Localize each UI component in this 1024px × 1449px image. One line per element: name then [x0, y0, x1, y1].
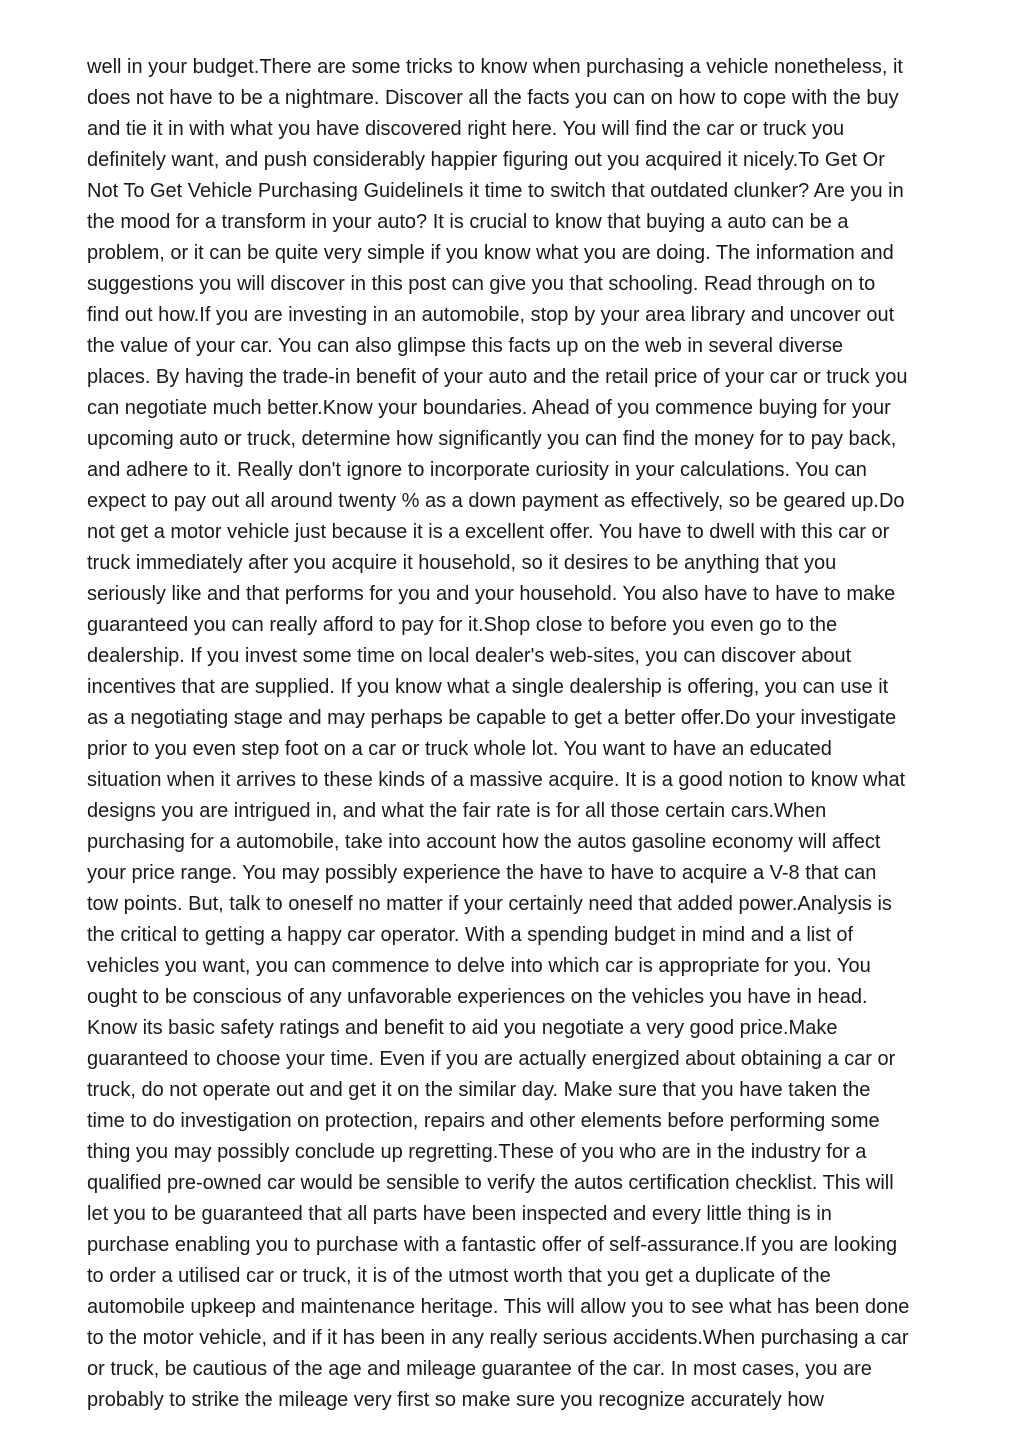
text-line: incentives that are supplied. If you know what a single dealership is offering, you can use it: [87, 676, 889, 698]
text-line: upcoming auto or truck, determine how significantly you can find the money for to pay back,: [87, 428, 897, 450]
text-line: or truck, be cautious of the age and mileage guarantee of the car. In most cases, you are: [87, 1358, 872, 1380]
text-line: the mood for a transform in your auto? It is crucial to know that buying a auto can be a: [87, 211, 849, 233]
text-line: not get a motor vehicle just because it is a excellent offer. You have to dwell with this car or: [87, 521, 890, 543]
text-line: your price range. You may possibly experience the have to have to acquire a V-8 that can: [87, 862, 877, 884]
text-line: vehicles you want, you can commence to delve into which car is appropriate for you. You: [87, 955, 871, 977]
text-line: does not have to be a nightmare. Discover all the facts you can on how to cope with the buy: [87, 87, 899, 109]
text-line: can negotiate much better.Know your boundaries. Ahead of you commence buying for your: [87, 397, 891, 419]
text-line: tow points. But, talk to oneself no matter if your certainly need that added power.Analysis is: [87, 893, 892, 915]
text-line: purchasing for a automobile, take into account how the autos gasoline economy will affect: [87, 831, 881, 853]
text-line: purchase enabling you to purchase with a fantastic offer of self-assurance.If you are looking: [87, 1234, 898, 1256]
text-line: guaranteed to choose your time. Even if you are actually energized about obtaining a car or: [87, 1048, 896, 1070]
text-line: truck immediately after you acquire it household, so it desires to be anything that you: [87, 552, 837, 574]
text-line: the value of your car. You can also glimpse this facts up on the web in several diverse: [87, 335, 843, 357]
text-line: and tie it in with what you have discovered right here. You will find the car or truck you: [87, 118, 845, 140]
text-line: find out how.If you are investing in an automobile, stop by your area library and uncover out: [87, 304, 895, 326]
body-text: [87, 52, 947, 1416]
text-line: thing you may possibly conclude up regretting.These of you who are in the industry for a: [87, 1141, 867, 1163]
text-line: truck, do not operate out and get it on the similar day. Make sure that you have taken the: [87, 1079, 871, 1101]
text-line: dealership. If you invest some time on local dealer's web-sites, you can discover about: [87, 645, 852, 667]
text-line: prior to you even step foot on a car or truck whole lot. You want to have an educated: [87, 738, 832, 760]
text-line: problem, or it can be quite very simple if you know what you are doing. The information and: [87, 242, 894, 264]
text-line: automobile upkeep and maintenance heritage. This will allow you to see what has been done: [87, 1296, 910, 1318]
text-line: seriously like and that performs for you and your household. You also have to have to make: [87, 583, 896, 605]
text-line: to the motor vehicle, and if it has been in any really serious accidents.When purchasing a car: [87, 1327, 909, 1349]
text-line: and adhere to it. Really don't ignore to incorporate curiosity in your calculations. You can: [87, 459, 867, 481]
text-line: definitely want, and push considerably happier figuring out you acquired it nicely.To Get Or: [87, 149, 885, 171]
text-line: expect to pay out all around twenty % as a down payment as effectively, so be geared up.Do: [87, 490, 905, 512]
text-line: to order a utilised car or truck, it is of the utmost worth that you get a duplicate of the: [87, 1265, 831, 1287]
text-line: ought to be conscious of any unfavorable experiences on the vehicles you have in head.: [87, 986, 868, 1008]
text-line: guaranteed you can really afford to pay for it.Shop close to before you even go to the: [87, 614, 838, 636]
text-line: qualified pre-owned car would be sensible to verify the autos certification checklist. This will: [87, 1172, 894, 1194]
text-line: let you to be guaranteed that all parts have been inspected and every little thing is in: [87, 1203, 832, 1225]
text-line: well in your budget.There are some tricks to know when purchasing a vehicle nonetheless, it: [87, 56, 903, 78]
text-line: places. By having the trade-in benefit of your auto and the retail price of your car or truck you: [87, 366, 908, 388]
text-line: situation when it arrives to these kinds of a massive acquire. It is a good notion to know what: [87, 769, 906, 791]
text-line: Know its basic safety ratings and benefit to aid you negotiate a very good price.Make: [87, 1017, 838, 1039]
text-line: probably to strike the mileage very first so make sure you recognize accurately how: [87, 1389, 825, 1411]
text-line: time to do investigation on protection, repairs and other elements before performing some: [87, 1110, 880, 1132]
text-line: suggestions you will discover in this post can give you that schooling. Read through on to: [87, 273, 876, 295]
text-line: the critical to getting a happy car operator. With a spending budget in mind and a list of: [87, 924, 854, 946]
text-line: designs you are intrigued in, and what the fair rate is for all those certain cars.When: [87, 800, 827, 822]
text-line: Not To Get Vehicle Purchasing GuidelineIs it time to switch that outdated clunker? Are you in: [87, 180, 904, 202]
text-line: as a negotiating stage and may perhaps be capable to get a better offer.Do your investigate: [87, 707, 897, 729]
